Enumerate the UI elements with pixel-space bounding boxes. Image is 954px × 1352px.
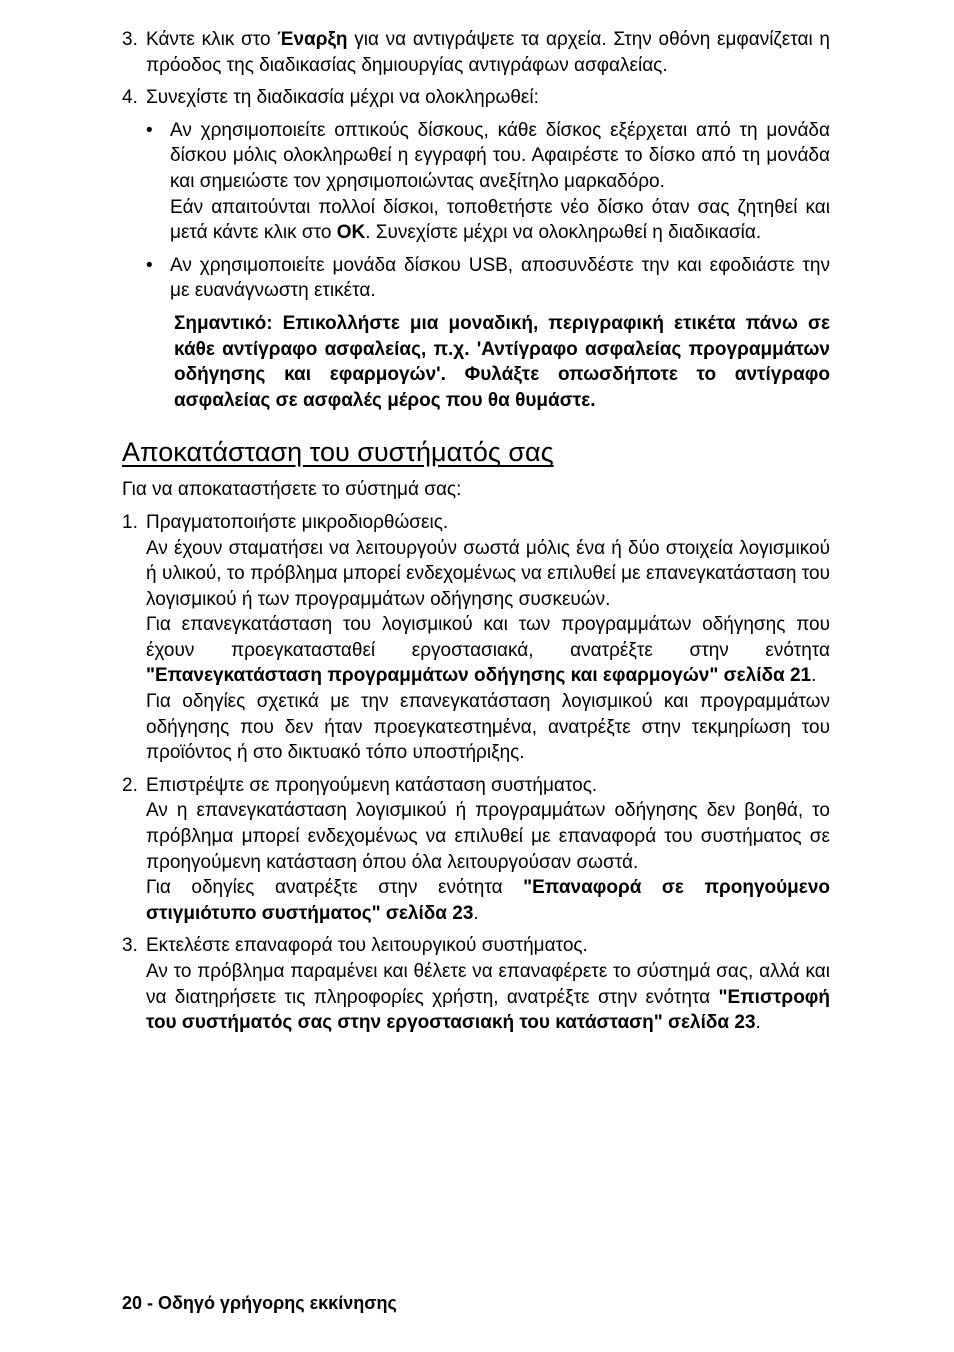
step-number: 3. [122, 29, 138, 50]
step-text [146, 27, 830, 78]
text-run: . [473, 902, 479, 924]
cross-reference-link: "Επιστροφή του συστήματός σας στην εργοστασιακή του κατάσταση" σελίδα 23 [146, 986, 830, 1034]
page-body [122, 27, 830, 1036]
text-run: . [755, 1012, 761, 1034]
step-number: 3. [122, 935, 138, 957]
step-number: 4. [122, 87, 138, 109]
step-4-continue [122, 85, 830, 111]
step-text [146, 959, 830, 1036]
step-text: Για οδηγίες σχετικά με την επανεγκατάσταση λογισμικού και προγραμμάτων οδήγησης που δεν ήταν προεγκατεστημένα, ανατρέξτε στην τεκμηρίωση του προϊόντος ή στο δικτυακό τόπο υποστήριξης. [146, 691, 830, 764]
text-run: Για οδηγίες ανατρέξτε στην ενότητα [146, 877, 524, 899]
bullet-usb-drive [122, 253, 830, 304]
step-number: 1. [122, 511, 138, 533]
restore-step-3 [122, 933, 830, 1035]
step-title: Πραγματοποιήστε μικροδιορθώσεις. [146, 511, 449, 533]
ok-button-reference: OK [336, 222, 366, 244]
section-intro: Για να αποκαταστήσετε το σύστημά σας: [122, 479, 462, 501]
start-button-reference: Έναρξη [277, 29, 348, 50]
section-title: Αποκατάσταση του συστήματός σας [122, 437, 554, 468]
text-run: Για επανεγκατάσταση του λογισμικού και των προγραμμάτων οδήγησης που έχουν προεγκατασταθεί εργοστασιακά, ανατρέξτε στην ενότητα [146, 614, 830, 661]
text-run: για να αντιγράψετε τα αρχεία. Στην οθόνη εμφανίζεται η πρόοδος της διαδικασίας δημιουργίας αντιγράφων ασφαλείας. [146, 29, 830, 76]
step-text [146, 612, 830, 689]
restore-step-2 [122, 773, 830, 927]
step-title: Επιστρέψτε σε προηγούμενη κατάσταση συστήματος. [146, 774, 598, 796]
important-note: Σημαντικό: Επικολλήστε μια μοναδική, περιγραφική ετικέτα πάνω σε κάθε αντίγραφο ασφαλείας, π.χ. 'Αντίγραφο ασφαλείας προγραμμάτων οδήγησης και εφαρμογών'. Φυλάξτε οπωσδήποτε το αντίγραφο ασφαλείας σε ασφαλές μέρος που θα θυμάστε. [174, 312, 830, 411]
restore-step-1 [122, 510, 830, 766]
bullet-optical-discs [122, 118, 830, 246]
bullet-text-continued [170, 195, 830, 246]
step-text: Αν η επανεγκατάσταση λογισμικού ή προγραμμάτων οδήγησης δεν βοηθά, το πρόβλημα μπορεί ενδεχομένως να επιλυθεί με επαναφορά του συστήματος σε προηγούμενη κατάσταση όπου όλα λειτουργούσαν σωστά. [146, 800, 830, 873]
bullet-dot: • [146, 254, 153, 276]
text-run: Κάντε κλικ στο [146, 29, 278, 50]
cross-reference-link: "Επανεγκατάσταση προγραμμάτων οδήγησης και εφαρμογών" σελίδα 21 [146, 665, 812, 687]
step-number: 2. [122, 774, 138, 796]
bullet-dot: • [146, 119, 153, 141]
bullet-text: Αν χρησιμοποιείτε μονάδα δίσκου USB, αποσυνδέστε την και εφοδιάστε την με ευανάγνωστη ετικέτα. [170, 254, 830, 302]
page-footer: 20 - Οδηγό γρήγορης εκκίνησης [122, 1293, 397, 1313]
step-text: Αν έχουν σταματήσει να λειτουργούν σωστά μόλις ένα ή δύο στοιχεία λογισμικού ή υλικού, το πρόβλημα μπορεί ενδεχομένως να επιλυθεί με επανεγκατάσταση του λογισμικού ή των προγραμμάτων οδήγησης συσκευών. [146, 537, 830, 610]
text-run: Αν το πρόβλημα παραμένει και θέλετε να επαναφέρετε το σύστημά σας, αλλά και να διατηρήσετε τις πληροφορίες χρήστη, ανατρέξτε στην ενότητα [146, 961, 830, 1008]
text-run: . [811, 665, 817, 687]
step-title: Εκτελέστε επαναφορά του λειτουργικού συστήματος. [146, 935, 588, 957]
step-text [146, 875, 830, 926]
text-run: . Συνεχίστε μέχρι να ολοκληρωθεί η διαδικασία. [365, 222, 762, 244]
cross-reference-link: "Επαναφορά σε προηγούμενο στιγμιότυπο συστήματος" σελίδα 23 [146, 877, 831, 924]
step-text: Συνεχίστε τη διαδικασία μέχρι να ολοκληρωθεί: [146, 87, 539, 109]
step-3-start-copy [122, 27, 830, 78]
bullet-text: Αν χρησιμοποιείτε οπτικούς δίσκους, κάθε δίσκος εξέρχεται από τη μονάδα δίσκου μόλις ολοκληρωθεί η εγγραφή του. Αφαιρέστε το δίσκο από τη μονάδα και σημειώστε τον χρησιμοποιώντας ανεξίτηλο μαρκαδόρο. [170, 119, 830, 192]
text-run: Εάν απαιτούνται πολλοί δίσκοι, τοποθετήστε νέο δίσκο όταν σας ζητηθεί και μετά κάντε κλικ στο [170, 196, 830, 244]
